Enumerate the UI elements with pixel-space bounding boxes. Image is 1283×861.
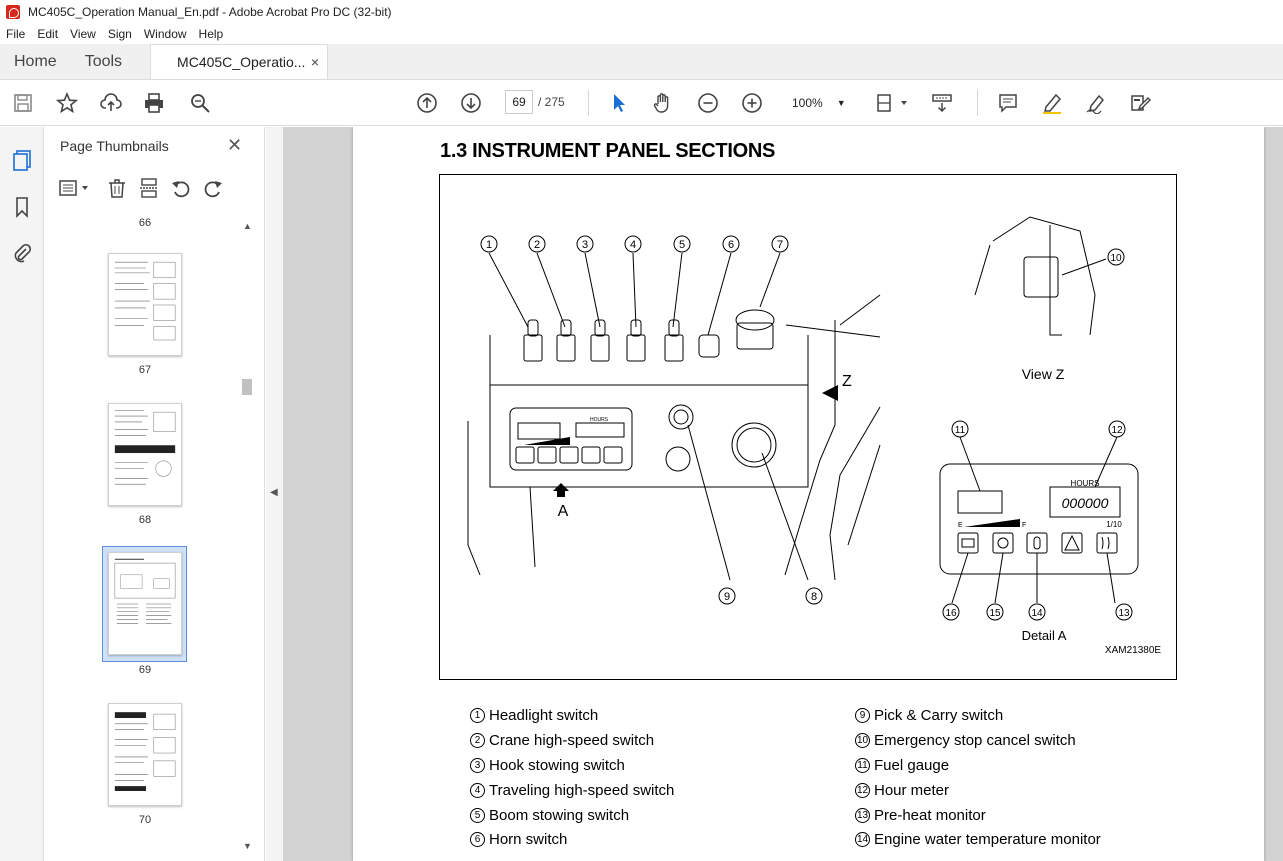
select-cursor-icon[interactable] <box>606 90 632 116</box>
legend-label: Hour meter <box>874 782 950 799</box>
rotate-clockwise-icon[interactable] <box>202 177 224 199</box>
figure-code: XAM21380E <box>1104 645 1162 656</box>
zoom-in-icon[interactable] <box>739 90 765 116</box>
page-number-input[interactable]: 69 <box>505 90 533 114</box>
legend-number: 1 <box>470 708 485 723</box>
legend-label: Pick & Carry switch <box>874 707 1004 724</box>
hour-ratio-label: 1/10 <box>1106 520 1122 529</box>
legend-label: Pre-heat monitor <box>874 807 986 824</box>
thumbnail-page-68[interactable] <box>108 403 182 506</box>
callout-10: 10 <box>1110 253 1122 264</box>
scroll-down-icon[interactable]: ▼ <box>243 841 252 851</box>
legend-number: 4 <box>470 783 485 798</box>
toolbar-divider <box>588 90 589 116</box>
tab-bar <box>0 44 1283 80</box>
hours-label-small: HOURS <box>589 417 609 423</box>
document-tab-label: MC405C_Operatio... <box>177 54 306 70</box>
legend-item <box>470 757 625 774</box>
legend-label: Boom stowing switch <box>489 807 630 824</box>
callout-16: 16 <box>945 608 957 619</box>
zoom-level-select[interactable] <box>786 91 854 115</box>
legend-item <box>855 807 986 824</box>
legend-item <box>855 782 949 799</box>
legend-item <box>855 707 1003 724</box>
callout-11: 11 <box>954 425 966 436</box>
sign-pen-icon[interactable] <box>1083 90 1109 116</box>
callout-14: 14 <box>1031 608 1043 619</box>
page-total: / 275 <box>538 95 565 109</box>
fuel-full-label: F <box>1022 522 1027 529</box>
menu-edit[interactable]: Edit <box>37 27 59 41</box>
redact-tool-icon[interactable] <box>1127 90 1153 116</box>
legend-number: 3 <box>470 758 485 773</box>
highlight-pen-icon[interactable] <box>1039 90 1065 116</box>
legend-label: Engine water temperature monitor <box>874 831 1101 848</box>
hour-meter-digits: 000000 <box>1061 495 1109 511</box>
page-heading: 1.3 INSTRUMENT PANEL SECTIONS <box>440 140 776 162</box>
legend-number: 11 <box>855 758 870 773</box>
legend-number: 5 <box>470 808 485 823</box>
tab-document[interactable] <box>150 44 328 79</box>
legend-number: 2 <box>470 733 485 748</box>
save-icon[interactable] <box>10 90 36 116</box>
legend-number: 14 <box>856 834 869 845</box>
thumbnail-label: 68 <box>138 514 152 526</box>
callout-9: 9 <box>723 591 731 603</box>
menu-bar <box>0 24 1283 44</box>
menu-view[interactable]: View <box>70 27 96 41</box>
page-thumbnails-icon[interactable] <box>9 147 35 173</box>
callout-2: 2 <box>533 239 541 251</box>
next-page-icon[interactable] <box>458 90 484 116</box>
legend-label: Horn switch <box>489 831 568 848</box>
zoom-level-value: 100% <box>792 96 823 110</box>
legend-item <box>470 807 629 824</box>
title-bar <box>0 0 1283 24</box>
rotate-counterclockwise-icon[interactable] <box>170 177 192 199</box>
thumbnail-tools <box>58 177 224 199</box>
tab-home[interactable]: Home <box>14 52 57 70</box>
legend-item <box>470 707 598 724</box>
scrollbar-thumb[interactable] <box>242 379 252 395</box>
legend-label: Headlight switch <box>489 707 599 724</box>
detail-a-label: Detail A <box>1021 628 1067 643</box>
close-panel-icon[interactable]: ✕ <box>227 135 243 155</box>
scroll-up-icon[interactable]: ▲ <box>243 221 252 231</box>
acrobat-logo-icon <box>6 5 20 19</box>
callout-7: 7 <box>776 239 784 251</box>
scrolling-mode-icon[interactable] <box>929 90 955 116</box>
callout-1: 1 <box>485 239 493 251</box>
legend-item <box>855 757 949 774</box>
legend-label: Traveling high-speed switch <box>489 782 675 799</box>
panel-title: Page Thumbnails <box>60 138 169 154</box>
attachments-paperclip-icon[interactable] <box>9 240 35 266</box>
callout-15: 15 <box>989 608 1001 619</box>
menu-file[interactable]: File <box>6 27 26 41</box>
legend-label: Crane high-speed switch <box>489 732 655 749</box>
thumbnails-panel <box>44 127 265 861</box>
bookmark-star-icon[interactable] <box>54 90 80 116</box>
legend-label: Fuel gauge <box>874 757 950 774</box>
hours-label: HOURS <box>1070 479 1100 488</box>
thumbnail-page-67[interactable] <box>108 253 182 356</box>
callout-13: 13 <box>1118 608 1130 619</box>
top-nav <box>0 44 136 79</box>
window-title: MC405C_Operation Manual_En.pdf - Adobe Acrobat Pro DC (32-bit) <box>28 5 392 19</box>
chevron-left-icon: ◀ <box>270 487 278 498</box>
delete-trash-icon[interactable] <box>106 177 128 199</box>
callout-4: 4 <box>629 239 637 251</box>
legend-number: 9 <box>855 708 870 723</box>
collapse-panel-handle[interactable] <box>266 127 283 861</box>
hand-tool-icon[interactable] <box>650 90 676 116</box>
comment-icon[interactable] <box>995 90 1021 116</box>
previous-page-icon[interactable] <box>414 90 440 116</box>
thumbnail-scrollbar[interactable] <box>240 217 254 857</box>
document-viewer[interactable] <box>283 127 1283 861</box>
legend-number: 10 <box>856 735 869 746</box>
zoom-out-icon[interactable] <box>695 90 721 116</box>
navigation-rail <box>0 127 44 861</box>
page-fit-icon[interactable] <box>873 90 913 116</box>
callout-6: 6 <box>727 239 735 251</box>
menu-sign[interactable]: Sign <box>107 27 132 41</box>
thumbnail-page-70[interactable] <box>108 703 182 806</box>
chevron-down-icon: ▼ <box>836 98 846 108</box>
thumbnail-label: 70 <box>138 814 152 826</box>
upload-cloud-icon[interactable] <box>98 90 124 116</box>
legend-number: 6 <box>470 832 485 847</box>
thumbnail-label: 69 <box>138 664 152 676</box>
legend-number: 13 <box>856 810 869 821</box>
arrow-z-label: Z <box>842 373 852 390</box>
insert-page-icon[interactable] <box>138 177 160 199</box>
options-menu-icon[interactable] <box>58 178 92 198</box>
bookmarks-icon[interactable] <box>9 194 35 220</box>
callout-8: 8 <box>810 591 818 603</box>
fuel-empty-label: E <box>958 522 963 529</box>
search-zoom-icon[interactable] <box>187 90 213 116</box>
thumbnail-label: 67 <box>138 364 152 376</box>
toolbar-divider <box>977 90 978 116</box>
legend-item <box>855 831 1101 848</box>
view-z-label: View Z <box>1021 366 1065 382</box>
callout-12: 12 <box>1111 425 1123 436</box>
menu-window[interactable]: Window <box>143 27 187 41</box>
arrow-a-label: A <box>557 503 569 520</box>
callout-3: 3 <box>581 239 589 251</box>
legend-label: Emergency stop cancel switch <box>874 732 1076 749</box>
tab-tools[interactable]: Tools <box>84 52 123 70</box>
legend-item <box>470 782 674 799</box>
callout-5: 5 <box>678 239 686 251</box>
thumbnail-label: 66 <box>138 217 152 229</box>
legend-item <box>470 732 654 749</box>
menu-help[interactable]: Help <box>198 27 224 41</box>
legend-item <box>470 831 567 848</box>
pdf-page <box>353 127 1264 861</box>
close-tab-icon[interactable]: × <box>310 54 320 70</box>
legend-item <box>855 732 1076 749</box>
thumbnail-page-69[interactable] <box>108 552 182 655</box>
instrument-panel-figure <box>439 174 1177 680</box>
legend-number: 12 <box>856 785 869 796</box>
print-icon[interactable] <box>141 90 167 116</box>
legend-label: Hook stowing switch <box>489 757 625 774</box>
